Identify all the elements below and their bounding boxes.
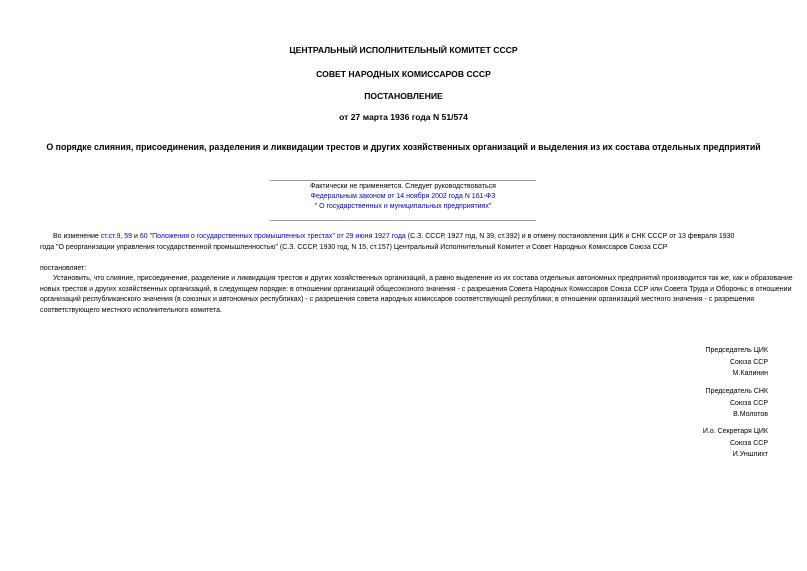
signatory-name: И.Уншлихт xyxy=(732,451,768,458)
trusts-regulation-link[interactable]: "Положения о государственных промышленных трестах" от 29 июня 1927 года xyxy=(149,233,406,240)
signatory-organization: Союза ССР xyxy=(729,439,768,447)
issuing-body-line-1: ЦЕНТРАЛЬНЫЙ ИСПОЛНИТЕЛЬНЫЙ КОМИТЕТ СССР xyxy=(289,45,518,55)
main-paragraph: Установить, что слияние, присоединение, разделение и ликвидация трестов и других хозяйственных организаций, а равно выделение из их состава отдельных автономных предприятий производится так же, как и образование новых трестов и других хозяйственных организаций, в следующем порядке: в отношении организаций общесоюзного значения - с разрешения Совета Народных Комиссаров Союза ССР или Совета Труда и Обороны; в отношении организаций республиканского значения (в союзных и автономных республиках) - с разрешения совета народных комиссаров соответствующей республики; в отношении организаций местного значения - с разрешения соответствующего местного исполнительного комитета. xyxy=(40,275,793,314)
signatory-position: Председатель ЦИК xyxy=(705,347,768,354)
articles-link[interactable]: ст.ст.9, 59 xyxy=(100,233,133,240)
note-bottom-divider xyxy=(270,220,536,221)
signatory-organization: Союза ССР xyxy=(729,358,768,366)
article-60-link[interactable]: 60 xyxy=(139,233,148,240)
signature-block-2 xyxy=(706,386,768,421)
status-note: Фактически не применяется. Следует руководствоваться xyxy=(310,183,496,190)
federal-law-link-line xyxy=(270,193,536,200)
note-top-divider xyxy=(270,180,536,181)
federal-law-link[interactable]: Федеральным законом от 14 ноября 2002 года N 161-ФЗ xyxy=(310,193,496,200)
signatory-position: Председатель СНК xyxy=(705,388,768,395)
law-title-link-line xyxy=(270,203,536,210)
preamble-text: Во изменение xyxy=(53,233,101,240)
document-date-number: от 27 марта 1936 года N 51/574 xyxy=(339,112,468,122)
signature-block-1 xyxy=(705,345,768,380)
preamble-text: (С.З. СССР, 1927 год, N 39, ст.392) и в отмену постановления ЦИК и СНК СССР от 13 февраля 1930 xyxy=(405,233,735,240)
signatory-name: В.Молотов xyxy=(733,411,768,418)
signatory-name: М.Калинин xyxy=(732,370,768,377)
preamble-line-1 xyxy=(40,232,807,243)
preamble-line-2: года "О реорганизации управления государственной промышленностью" (С.З. СССР, 1930 год, N 15, ст.157) Центральный Исполнительный Комитет и Совет Народных Комиссаров Союза ССР xyxy=(40,243,668,251)
resolves-label: постановляет: xyxy=(40,265,87,272)
document-title: О порядке слияния, присоединения, разделения и ликвидации трестов и других хозяйственных организаций и выделения из их состава отдельных предприятий xyxy=(46,142,761,152)
law-title-link[interactable]: " О государственных и муниципальных предприятиях" xyxy=(314,203,492,210)
document-type: ПОСТАНОВЛЕНИЕ xyxy=(364,91,443,101)
main-paragraph-block xyxy=(40,274,807,316)
signatory-position: И.о. Секретаря ЦИК xyxy=(702,428,768,435)
signatory-organization: Союза ССР xyxy=(729,399,768,407)
preamble-text: и xyxy=(132,233,140,240)
issuing-body-line-2: СОВЕТ НАРОДНЫХ КОМИССАРОВ СССР xyxy=(316,69,491,79)
preamble xyxy=(40,232,807,253)
signature-block-3 xyxy=(703,426,768,461)
